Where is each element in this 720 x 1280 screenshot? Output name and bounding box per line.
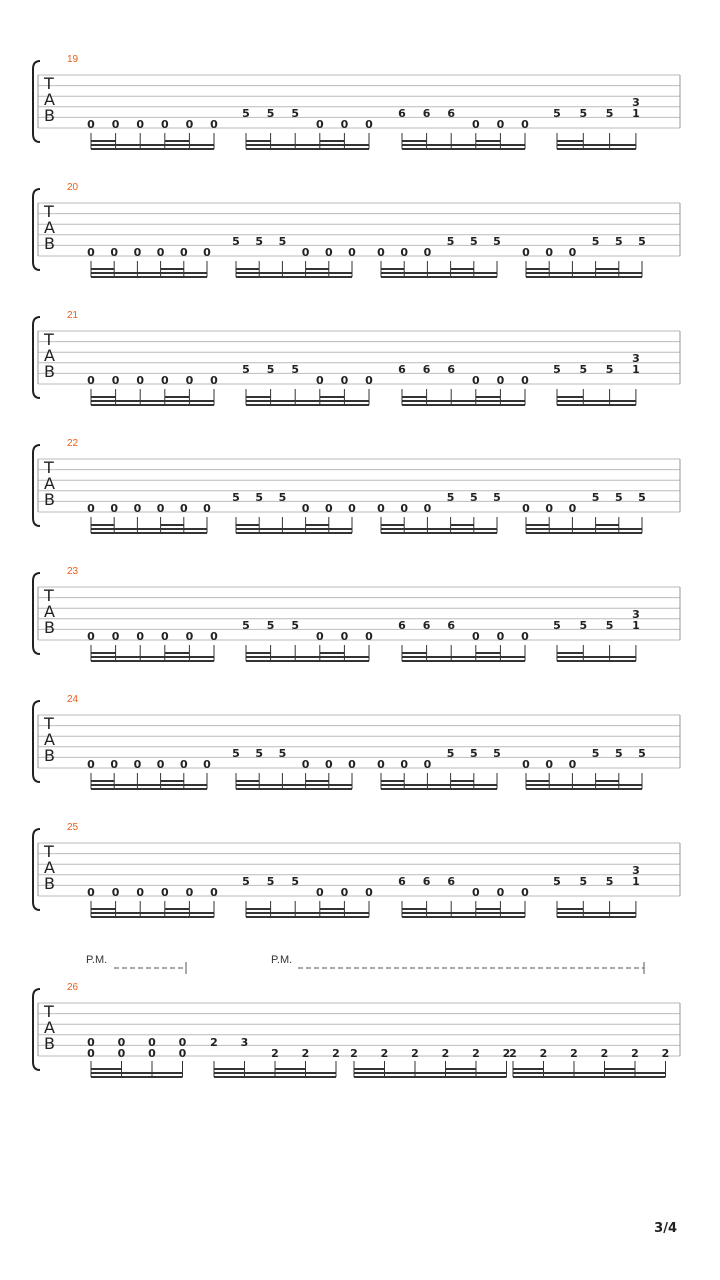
fret-number: 5 bbox=[232, 491, 240, 504]
fret-number: 0 bbox=[179, 758, 188, 771]
tab-letter: T bbox=[44, 714, 54, 733]
fret-number: 5 bbox=[255, 491, 264, 504]
fret-number: 0 bbox=[377, 246, 385, 259]
fret-number: 5 bbox=[579, 107, 588, 120]
fret-number: 5 bbox=[553, 619, 561, 632]
fret-number: 5 bbox=[446, 491, 455, 504]
fret-number: 0 bbox=[301, 758, 310, 771]
tab-letter: T bbox=[44, 586, 54, 605]
fret-number: 0 bbox=[210, 118, 218, 131]
fret-number: 5 bbox=[638, 747, 646, 760]
palm-mute-label: P.M. bbox=[271, 954, 293, 966]
fret-number: 5 bbox=[553, 363, 561, 376]
fret-number: 0 bbox=[210, 630, 218, 643]
fret-number: 0 bbox=[400, 502, 409, 515]
measure-number: 25 bbox=[67, 822, 79, 833]
fret-number: 5 bbox=[291, 875, 300, 888]
measure-number: 26 bbox=[67, 982, 79, 993]
fret-number: 0 bbox=[301, 502, 310, 515]
tab-letter: B bbox=[44, 618, 55, 637]
fret-number: 0 bbox=[400, 246, 409, 259]
fret-number: 5 bbox=[579, 619, 588, 632]
fret-number: 0 bbox=[324, 246, 333, 259]
fret-number: 5 bbox=[591, 747, 600, 760]
fret-number: 0 bbox=[110, 502, 119, 515]
fret-number: 0 bbox=[111, 630, 120, 643]
fret-number: 0 bbox=[301, 246, 310, 259]
tab-letter: B bbox=[44, 1034, 55, 1053]
fret-number: 0 bbox=[400, 758, 409, 771]
fret-number: 0 bbox=[521, 886, 529, 899]
tab-letter: B bbox=[44, 362, 55, 381]
fret-number: 2 bbox=[661, 1047, 670, 1060]
fret-number: 0 bbox=[133, 758, 142, 771]
fret-number: 0 bbox=[365, 118, 373, 131]
fret-number: 0 bbox=[365, 374, 373, 387]
fret-number: 0 bbox=[315, 886, 324, 899]
fret-number: 2 bbox=[570, 1047, 578, 1060]
fret-number: 0 bbox=[496, 886, 505, 899]
fret-number: 5 bbox=[278, 235, 287, 248]
measure-number: 19 bbox=[67, 54, 79, 65]
tab-letter: T bbox=[44, 842, 54, 861]
fret-number: 0 bbox=[522, 502, 530, 515]
fret-number: 5 bbox=[579, 363, 588, 376]
fret-number: 6 bbox=[422, 107, 431, 120]
fret-number: 2 bbox=[271, 1047, 279, 1060]
fret-number: 0 bbox=[185, 118, 194, 131]
fret-number: 2 bbox=[380, 1047, 389, 1060]
fret-number: 0 bbox=[136, 374, 145, 387]
tab-system bbox=[33, 438, 680, 533]
fret-number: 0 bbox=[423, 246, 432, 259]
fret-number: 5 bbox=[614, 747, 623, 760]
tab-letter: A bbox=[44, 602, 55, 621]
fret-number: 0 bbox=[185, 630, 194, 643]
fret-number: 5 bbox=[242, 875, 250, 888]
fret-number: 6 bbox=[447, 619, 456, 632]
fret-number: 0 bbox=[210, 374, 218, 387]
tab-letter: A bbox=[44, 730, 55, 749]
fret-number: 5 bbox=[638, 235, 646, 248]
palm-mute-label: P.M. bbox=[86, 954, 108, 966]
fret-number: 5 bbox=[493, 235, 501, 248]
fret-number: 5 bbox=[591, 491, 600, 504]
fret-number: 0 bbox=[133, 502, 142, 515]
fret-number: 0 bbox=[365, 630, 373, 643]
fret-number: 0 bbox=[156, 758, 165, 771]
fret-number: 0 bbox=[156, 502, 165, 515]
fret-number: 6 bbox=[447, 107, 456, 120]
fret-number: 0 bbox=[87, 758, 95, 771]
fret-number: 1 bbox=[632, 619, 640, 632]
fret-number: 6 bbox=[398, 363, 406, 376]
fret-number: 0 bbox=[377, 502, 385, 515]
fret-number: 5 bbox=[266, 875, 275, 888]
fret-number: 5 bbox=[266, 107, 275, 120]
fret-number: 5 bbox=[291, 107, 300, 120]
fret-number: 6 bbox=[422, 619, 431, 632]
fret-number: 0 bbox=[133, 246, 142, 259]
tab-letter: B bbox=[44, 490, 55, 509]
fret-number: 5 bbox=[591, 235, 600, 248]
fret-number: 0 bbox=[178, 1036, 187, 1049]
fret-number: 5 bbox=[242, 619, 250, 632]
fret-number: 2 bbox=[411, 1047, 419, 1060]
fret-number: 0 bbox=[136, 630, 145, 643]
fret-number: 0 bbox=[340, 886, 349, 899]
fret-number: 1 bbox=[632, 107, 640, 120]
fret-number: 0 bbox=[315, 630, 324, 643]
fret-number: 6 bbox=[447, 875, 456, 888]
tab-letter: A bbox=[44, 474, 55, 493]
tab-letter: T bbox=[44, 330, 54, 349]
fret-number: 0 bbox=[377, 758, 385, 771]
fret-number: 6 bbox=[398, 875, 406, 888]
tab-letter: T bbox=[44, 74, 54, 93]
tab-system bbox=[33, 182, 680, 277]
fret-number: 6 bbox=[398, 619, 406, 632]
fret-number: 0 bbox=[111, 374, 120, 387]
fret-number: 0 bbox=[156, 246, 165, 259]
fret-number: 0 bbox=[545, 758, 554, 771]
fret-number: 2 bbox=[539, 1047, 548, 1060]
fret-number: 0 bbox=[87, 886, 95, 899]
fret-number: 3 bbox=[632, 864, 640, 877]
fret-number: 0 bbox=[340, 118, 349, 131]
fret-number: 0 bbox=[203, 502, 211, 515]
fret-number: 0 bbox=[203, 246, 211, 259]
tab-system bbox=[33, 694, 680, 789]
tab-letter: A bbox=[44, 218, 55, 237]
fret-number: 5 bbox=[446, 747, 455, 760]
fret-number: 5 bbox=[291, 363, 300, 376]
fret-number: 2 bbox=[600, 1047, 609, 1060]
fret-number: 0 bbox=[117, 1047, 126, 1060]
fret-number: 0 bbox=[185, 886, 194, 899]
fret-number: 0 bbox=[111, 118, 120, 131]
fret-number: 0 bbox=[522, 758, 530, 771]
tab-letter: B bbox=[44, 874, 55, 893]
fret-number: 0 bbox=[521, 374, 529, 387]
tab-letter: T bbox=[44, 458, 54, 477]
fret-number: 2 bbox=[441, 1047, 450, 1060]
fret-number: 6 bbox=[447, 363, 456, 376]
fret-number: 5 bbox=[242, 363, 250, 376]
fret-number: 0 bbox=[110, 758, 119, 771]
fret-number: 5 bbox=[493, 491, 501, 504]
fret-number: 0 bbox=[423, 502, 432, 515]
fret-number: 0 bbox=[522, 246, 530, 259]
fret-number: 5 bbox=[469, 491, 478, 504]
fret-number: 3 bbox=[240, 1036, 249, 1049]
tab-system bbox=[33, 310, 680, 405]
fret-number: 0 bbox=[87, 1036, 95, 1049]
fret-number: 0 bbox=[160, 886, 169, 899]
fret-number: 0 bbox=[568, 758, 577, 771]
tab-letter: A bbox=[44, 1018, 55, 1037]
system-bracket bbox=[33, 573, 40, 654]
measure-number: 24 bbox=[67, 694, 79, 705]
fret-number: 0 bbox=[148, 1036, 156, 1049]
fret-number: 0 bbox=[324, 502, 333, 515]
system-bracket bbox=[33, 989, 40, 1070]
system-bracket bbox=[33, 189, 40, 270]
fret-number: 5 bbox=[605, 619, 614, 632]
fret-number: 2 bbox=[350, 1047, 358, 1060]
fret-number: 5 bbox=[614, 491, 623, 504]
fret-number: 0 bbox=[471, 886, 480, 899]
fret-number: 0 bbox=[348, 758, 356, 771]
page-number: 3/4 bbox=[654, 1221, 677, 1236]
fret-number: 2 bbox=[509, 1047, 517, 1060]
palm-mute-markings bbox=[86, 954, 644, 974]
fret-number: 5 bbox=[553, 875, 561, 888]
fret-number: 0 bbox=[568, 502, 577, 515]
fret-number: 0 bbox=[496, 630, 505, 643]
fret-number: 0 bbox=[324, 758, 333, 771]
system-bracket bbox=[33, 61, 40, 142]
fret-number: 0 bbox=[185, 374, 194, 387]
fret-number: 0 bbox=[160, 374, 169, 387]
tab-system bbox=[33, 822, 680, 917]
fret-number: 0 bbox=[111, 886, 120, 899]
measure-number: 21 bbox=[67, 310, 79, 321]
fret-number: 5 bbox=[493, 747, 501, 760]
tab-letter: B bbox=[44, 234, 55, 253]
fret-number: 0 bbox=[521, 630, 529, 643]
fret-number: 0 bbox=[340, 630, 349, 643]
fret-number: 0 bbox=[348, 502, 356, 515]
fret-number: 3 bbox=[632, 608, 640, 621]
fret-number: 5 bbox=[232, 235, 240, 248]
tab-letter: A bbox=[44, 346, 55, 365]
fret-number: 5 bbox=[579, 875, 588, 888]
fret-number: 0 bbox=[365, 886, 373, 899]
tab-letter: A bbox=[44, 90, 55, 109]
tab-letter: A bbox=[44, 858, 55, 877]
fret-number: 1 bbox=[632, 875, 640, 888]
fret-number: 0 bbox=[87, 502, 95, 515]
fret-number: 6 bbox=[422, 363, 431, 376]
fret-number: 6 bbox=[422, 875, 431, 888]
fret-number: 5 bbox=[553, 107, 561, 120]
tab-system bbox=[33, 566, 680, 661]
fret-number: 0 bbox=[471, 630, 480, 643]
fret-number: 0 bbox=[545, 246, 554, 259]
fret-number: 2 bbox=[472, 1047, 480, 1060]
fret-number: 0 bbox=[496, 374, 505, 387]
fret-number: 3 bbox=[632, 96, 640, 109]
system-bracket bbox=[33, 445, 40, 526]
tab-system bbox=[33, 982, 680, 1077]
system-bracket bbox=[33, 829, 40, 910]
fret-number: 5 bbox=[605, 875, 614, 888]
fret-number: 5 bbox=[278, 491, 287, 504]
tab-letter: B bbox=[44, 106, 55, 125]
fret-number: 2 bbox=[502, 1047, 511, 1060]
fret-number: 0 bbox=[340, 374, 349, 387]
fret-number: 5 bbox=[605, 107, 614, 120]
fret-number: 0 bbox=[203, 758, 211, 771]
fret-number: 5 bbox=[266, 619, 275, 632]
fret-number: 0 bbox=[521, 118, 529, 131]
fret-number: 5 bbox=[638, 491, 646, 504]
fret-number: 0 bbox=[136, 118, 145, 131]
fret-number: 0 bbox=[423, 758, 432, 771]
fret-number: 5 bbox=[469, 235, 478, 248]
fret-number: 0 bbox=[160, 118, 169, 131]
tab-letter: T bbox=[44, 1002, 54, 1021]
fret-number: 5 bbox=[232, 747, 240, 760]
fret-number: 0 bbox=[87, 374, 95, 387]
fret-number: 0 bbox=[471, 118, 480, 131]
fret-number: 0 bbox=[545, 502, 554, 515]
fret-number: 0 bbox=[568, 246, 577, 259]
fret-number: 6 bbox=[398, 107, 406, 120]
fret-number: 5 bbox=[614, 235, 623, 248]
fret-number: 2 bbox=[332, 1047, 340, 1060]
fret-number: 0 bbox=[179, 246, 188, 259]
tab-letter: T bbox=[44, 202, 54, 221]
fret-number: 1 bbox=[632, 363, 640, 376]
fret-number: 5 bbox=[291, 619, 300, 632]
system-bracket bbox=[33, 317, 40, 398]
fret-number: 0 bbox=[136, 886, 145, 899]
fret-number: 0 bbox=[471, 374, 480, 387]
measure-number: 22 bbox=[67, 438, 79, 449]
fret-number: 2 bbox=[210, 1036, 218, 1049]
fret-number: 0 bbox=[315, 118, 324, 131]
fret-number: 2 bbox=[631, 1047, 639, 1060]
fret-number: 5 bbox=[605, 363, 614, 376]
fret-number: 0 bbox=[315, 374, 324, 387]
tab-system bbox=[33, 54, 680, 149]
fret-number: 5 bbox=[255, 747, 264, 760]
fret-number: 0 bbox=[348, 246, 356, 259]
measure-number: 20 bbox=[67, 182, 79, 193]
fret-number: 5 bbox=[446, 235, 455, 248]
fret-number: 3 bbox=[632, 352, 640, 365]
fret-number: 0 bbox=[117, 1036, 126, 1049]
fret-number: 5 bbox=[266, 363, 275, 376]
system-bracket bbox=[33, 701, 40, 782]
measure-number: 23 bbox=[67, 566, 79, 577]
fret-number: 0 bbox=[87, 630, 95, 643]
fret-number: 0 bbox=[110, 246, 119, 259]
fret-number: 5 bbox=[469, 747, 478, 760]
fret-number: 5 bbox=[278, 747, 287, 760]
fret-number: 5 bbox=[255, 235, 264, 248]
fret-number: 0 bbox=[87, 1047, 95, 1060]
fret-number: 0 bbox=[148, 1047, 156, 1060]
tab-letter: B bbox=[44, 746, 55, 765]
fret-number: 0 bbox=[210, 886, 218, 899]
fret-number: 5 bbox=[242, 107, 250, 120]
fret-number: 0 bbox=[87, 246, 95, 259]
fret-number: 0 bbox=[178, 1047, 187, 1060]
fret-number: 0 bbox=[160, 630, 169, 643]
fret-number: 0 bbox=[179, 502, 188, 515]
fret-number: 2 bbox=[301, 1047, 310, 1060]
fret-number: 0 bbox=[496, 118, 505, 131]
fret-number: 0 bbox=[87, 118, 95, 131]
